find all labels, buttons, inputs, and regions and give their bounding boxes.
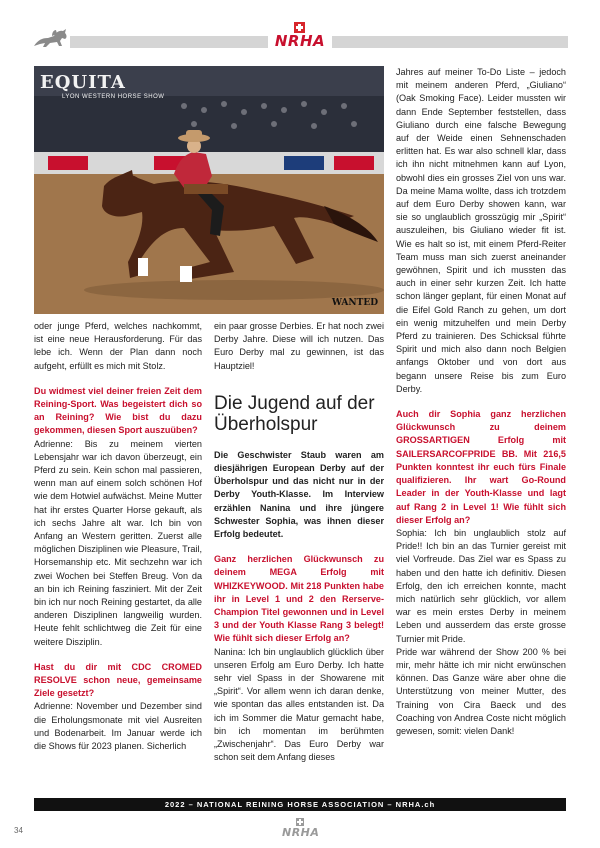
paragraph: oder junge Pferd, welches nachkommt, ist eine neue Herausforderung. Für das lebe ich. Wenn der Plan dann noch aufgeht, erfüllt es mich mit Stolz.	[34, 321, 202, 371]
wanted-logo: WANTED	[331, 298, 378, 308]
article-column-3	[396, 66, 566, 738]
interview-question: Auch dir Sophia ganz herzlichen Glückwunsch zu deinem GROSSARTIGEN Erfolg mit SAILERSARCOFPRIDE BB. Mit 216,5 Punkten konntest ihr euch fürs Finale qualifizieren. Ihr wart Go-Round Leader in der Youth-Klasse und lagt auf Rang 2 in Level 1! Wie fühlt sich dieser Erfolg an?	[396, 409, 566, 525]
interview-answer: Adrienne: Bis zu meinem vierten Lebensjahr war ich davon überzeugt, ein Pferd zu sein. Kein schon mal passieren, wenn man auf einem solch schönen Hof wie dem Hotwiel aufwächst. Meine Mutter hat ihr erstes Quarter Horse gekauft, als ich sechs Jahre alt war. Ich bin von Anfang an Western geritten. Zuerst alle möglichen Disziplinen wie Pleasure, Trail, Horsemanship etc. Mit sechzehn war ich zwei Wochen bei Steffen Breug. Von da an bin ich Reining fasziniert. Mit der Zeit bin ich nur noch Reining gestartet, da alle anderen Disziplinen langweilig wurden. Heute fehlt schlichtweg die Zeit für eine weitere Disziplin.	[34, 438, 202, 647]
header-bar-left	[70, 36, 268, 48]
article-column-2	[214, 320, 384, 764]
footer-logo-text: NRHA	[282, 826, 320, 839]
interview-question: Du widmest viel deiner freien Zeit dem Reining-Sport. Was begeistert dich so an Reining? Wie bist du dazu gekommen, diesen Sport auszuüben?	[34, 385, 202, 436]
equita-logo: EQUITA	[40, 72, 126, 93]
equita-sublogo: LYON WESTERN HORSE SHOW	[62, 94, 165, 100]
interview-answer: Adrienne: November und Dezember sind die Erholungsmonate mit viel Ausreiten und Bodenarbeit. Im Januar werde ich die Shows für 2023 planen. Sicherlich	[34, 701, 202, 752]
interview-answer: Pride war während der Show 200 % bei mir, mehr hätte ich mir nicht erwünschen können. Das Ganze wäre aber ohne die Unterstützung von meiner Mutter, des Training von Cira Baeck und des Coaching von Andrea Coste nicht möglich gewesen, somit: vielen Dank!	[396, 646, 566, 736]
paragraph: Jahres auf meiner To-Do Liste – jedoch mit meinem anderen Pferd, „Giuliano“ (Oak Smoking Face). Leider mussten wir dann Ende September feststellen, dass Giuliano durch eine falsche Bewegung auf der Weide einen Sehnenschaden erlitten hat. Es war also schnell klar, dass ich ihn nicht mitnehmen kann auf Lyon, obwohl dies ein grosses Ziel von uns war. Da meine Mama wollte, dass ich trotzdem auf dem Euro Derby showen kann, war sie so unglaublich grosszügig mir „Spirit“ auszuleihen, bis Giuliano wieder fit ist. Wie es halt so ist, mit einem Pferd-Reiter Team muss man sich zuerst aneinander gewöhnen, Spirit und ich mussten das auch in einer sehr kurzen Zeit. Ich hatte schon länger geplant, für einen Monat auf die Eifel Gold Ranch zu gehen, um dort ein wenig mitzuhelfen und mein Derby Pferd zu trainieren. Des Schicksal führte Spirit und mich also dann noch Belgien anfangs Oktober und von dort aus begann unsere Reise bis zum Euro Derby.	[396, 67, 566, 394]
nrha-logo	[272, 22, 328, 52]
footer-bar: 2022 – NATIONAL REINING HORSE ASSOCIATION – NRHA.ch	[34, 798, 566, 811]
header-bar-right	[332, 36, 568, 48]
interview-answer: Nanina: Ich bin unglaublich glücklich über unseren Erfolg am Euro Derby. Ich hatte sehr viel Spass in der Showarene mit „Spirit“. Vor allem wenn ich daran denke, wie spontan das alles entstanden ist. Da ich im Sommer die Matur gemacht habe, bin ich momentan im berühmten „Zwischenjahr“. Das Euro Derby war schon seit dem Anfang dieses	[214, 646, 384, 763]
article-column-1	[34, 320, 202, 753]
interview-answer: Sophia: Ich bin unglaublich stolz auf Pride!! Ich bin an das Turnier gereist mit viel Vorfreude. Das Ziel war es Spass zu haben und den hatte ich definitiv. Diesen Erfolg, den ich erreichen konnte, macht mich natürlich sehr glücklich, vor allem war es mein erstes Derby in meinem Leben und ausserdem das erste grosse Turnier mit Pride.	[396, 527, 566, 644]
interview-question: Ganz herzlichen Glückwunsch zu deinem MEGA Erfolg mit WHIZKEYWOOD. Mit 218 Punkten habe ihr in Level 1 und 2 den Rerserve-Champion Titel gewonnen und in Level 3 und der Youth Klasse Rang 3 belegt! Wie fühlt sich dieser Erfolg an?	[214, 554, 384, 644]
nrha-logo-text: NRHA	[274, 32, 326, 50]
interview-question: Hast du dir mit CDC CROMED RESOLVE schon neue, gemeinsame Ziele gesetzt?	[34, 661, 202, 699]
reining-horse-icon	[32, 26, 70, 50]
page-number: 34	[14, 826, 23, 835]
footer-nrha-logo	[282, 818, 318, 840]
rider-photo	[34, 66, 384, 314]
article-lead: Die Geschwister Staub waren am diesjährigen European Derby auf der Überholspur und das nicht nur in der Derby Youth-Klasse. Im Interview erzählen Nanina und ihre jüngere Schwester Sophia, was ihnen dieser Erfolg bedeutet.	[214, 449, 384, 540]
paragraph: ein paar grosse Derbies. Er hat noch zwei Derby Jahre. Diese will ich nutzen. Das Euro Derby mal zu gewinnen, ist das Hauptziel!	[214, 321, 384, 371]
swiss-cross-icon	[296, 818, 304, 826]
article-heading: Die Jugend auf der Überholspur	[214, 392, 375, 435]
